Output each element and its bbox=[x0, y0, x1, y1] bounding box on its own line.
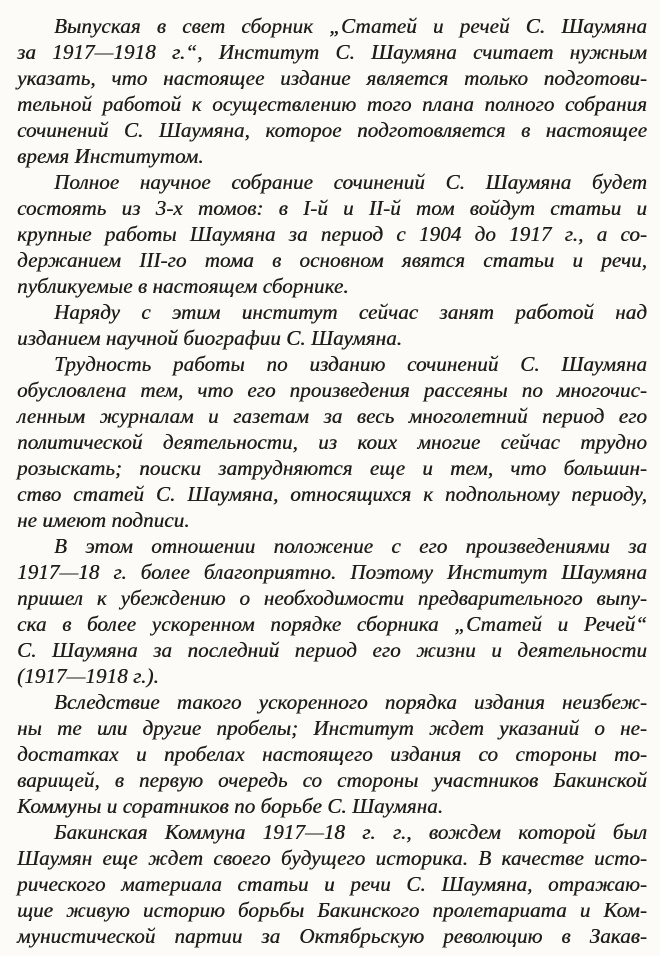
text-line: обусловлена тем, что его произведения рассеяны по многочис- bbox=[17, 378, 647, 402]
text-line: Шаумян еще ждет своего будущего историка. В качестве исто- bbox=[17, 846, 647, 870]
text-line: ска в более ускоренном порядке сборника „Статей и Речей“ bbox=[17, 612, 647, 636]
text-line: (1917—1918 г.). bbox=[17, 664, 159, 688]
text-line: сочинений С. Шаумяна, которое подготовляется в настоящее bbox=[17, 118, 647, 142]
paragraph bbox=[17, 689, 647, 819]
text-line: пришел к убеждению о необходимости предварительного выпу- bbox=[17, 586, 647, 610]
text-line: изданием научной биографии С. Шаумяна. bbox=[17, 326, 403, 350]
paragraph bbox=[17, 819, 647, 949]
text-line: щие живую историю борьбы Бакинского пролетариата и Ком- bbox=[17, 898, 647, 922]
paragraph bbox=[17, 299, 647, 351]
text-line: указать, что настоящее издание является только подготови- bbox=[17, 66, 647, 90]
text-line: мунистической партии за Октябрьскую революцию в Закав- bbox=[17, 924, 647, 948]
text-line: ны те или другие пробелы; Институт ждет указаний о не- bbox=[17, 716, 647, 740]
text-line: тельной работой к осуществлению того плана полного собрания bbox=[17, 92, 647, 116]
body-text bbox=[17, 13, 647, 949]
text-line: варищей, в первую очередь со стороны участников Бакинской bbox=[17, 768, 647, 792]
text-line: Коммуны и соратников по борьбе С. Шаумяна. bbox=[17, 794, 444, 818]
text-line: В этом отношении положение с его произведениями за bbox=[54, 534, 647, 558]
text-line: публикуемые в настоящем сборнике. bbox=[17, 274, 349, 298]
text-line: за 1917—1918 г.“, Институт С. Шаумяна считает нужным bbox=[17, 40, 647, 64]
text-line: ство статей С. Шаумяна, относящихся к подпольному периоду, bbox=[17, 482, 647, 506]
paragraph bbox=[17, 351, 647, 533]
text-line: время Институтом. bbox=[17, 144, 204, 168]
text-line: Трудность работы по изданию сочинений С. Шаумяна bbox=[54, 352, 647, 376]
text-line: Полное научное собрание сочинений С. Шаумяна будет bbox=[54, 170, 647, 194]
paragraph bbox=[17, 533, 647, 689]
text-line: С. Шаумяна за последний период его жизни и деятельности bbox=[17, 638, 647, 662]
text-line: ленным журналам и газетам за весь многолетний период его bbox=[17, 404, 647, 428]
text-line: рического материала статьи и речи С. Шаумяна, отражаю- bbox=[17, 872, 647, 896]
text-line: держанием III-го тома в основном явятся статьи и речи, bbox=[17, 248, 647, 272]
text-line: состоять из 3-х томов: в I-й и II-й том войдут статьи и bbox=[17, 196, 647, 220]
text-line: 1917—18 г. более благоприятно. Поэтому Институт Шаумяна bbox=[17, 560, 647, 584]
paragraph bbox=[17, 169, 647, 299]
text-line: Наряду с этим институт сейчас занят работой над bbox=[54, 300, 647, 324]
text-line: Выпуская в свет сборник „Статей и речей С. Шаумяна bbox=[54, 14, 647, 38]
paragraph bbox=[17, 13, 647, 169]
text-line: не имеют подписи. bbox=[17, 508, 190, 532]
text-line: Бакинская Коммуна 1917—18 г. г., вождем которой был bbox=[54, 820, 647, 844]
text-line: достатках и пробелах настоящего издания со стороны то- bbox=[17, 742, 647, 766]
text-line: крупные работы Шаумяна за период с 1904 до 1917 г., а со- bbox=[17, 222, 647, 246]
text-line: политической деятельности, из коих многие сейчас трудно bbox=[17, 430, 647, 454]
text-line: розыскать; поиски затрудняются еще и тем, что большин- bbox=[17, 456, 647, 480]
text-line: Вследствие такого ускоренного порядка издания неизбеж- bbox=[54, 690, 647, 714]
